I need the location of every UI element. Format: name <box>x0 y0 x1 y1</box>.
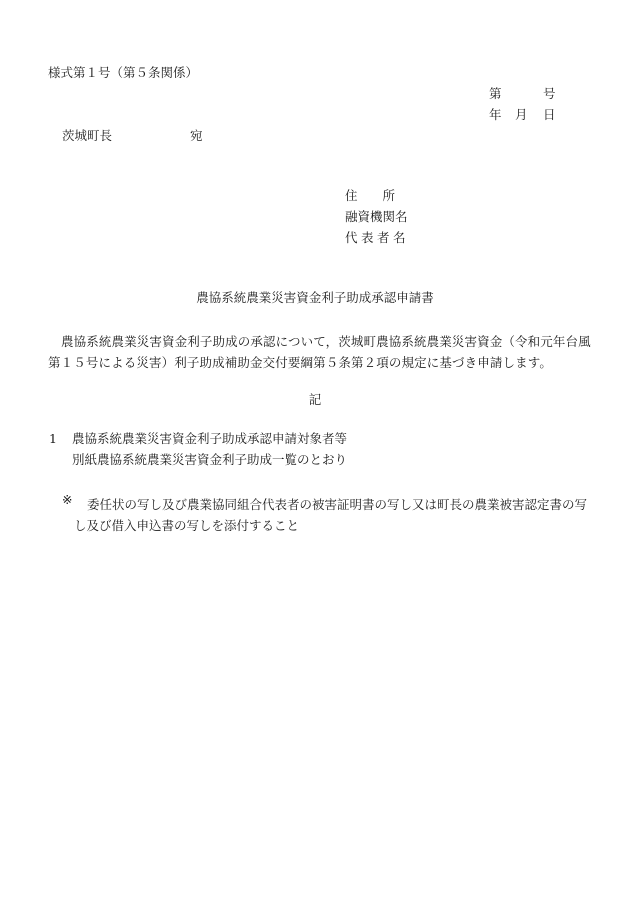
addressee-honorific: 宛 <box>190 128 203 143</box>
document-title: 農協系統農業災害資金利子助成承認申請書 <box>196 290 434 305</box>
note-mark: ※ <box>62 492 73 507</box>
applicant-representative-row <box>345 232 409 253</box>
note-text: 委任状の写し及び農業協同組合代表者の被害証明書の写し又は町長の農業被害認定書の写し及び借入申込書の写しを添付すること <box>74 497 588 533</box>
item-title: 農協系統農業災害資金利子助成承認申請対象者等 <box>72 431 348 446</box>
date-day-label: 日 <box>543 107 556 122</box>
form-number: 様式第１号（第５条関係） <box>48 65 199 80</box>
applicant-institution-label: 融資機関名 <box>345 209 408 224</box>
ki-heading: 記 <box>308 392 322 407</box>
date-month-label: 月 <box>515 107 528 122</box>
application-body-text: 農協系統農業災害資金利子助成の承認について，茨城町農協系統農業災害資金（令和元年台風第１５号による災害）利子助成補助金交付要綱第５条第２項の規定に基づき申請します。 <box>48 334 591 370</box>
applicant-block <box>345 190 409 253</box>
document-number-suffix: 号 <box>543 86 556 101</box>
applicant-address-row <box>345 190 409 211</box>
item-detail: 別紙農協系統農業災害資金利子助成一覧のとおり <box>72 452 348 467</box>
addressee-name: 茨城町長 <box>62 128 113 143</box>
document-number-label: 第 <box>489 86 502 101</box>
applicant-address-label: 住 所 <box>345 188 396 203</box>
applicant-institution-row <box>345 211 409 232</box>
applicant-representative-label: 代表者名 <box>345 230 410 245</box>
date-year-label: 年 <box>489 107 502 122</box>
item-number: 1 <box>49 431 57 446</box>
